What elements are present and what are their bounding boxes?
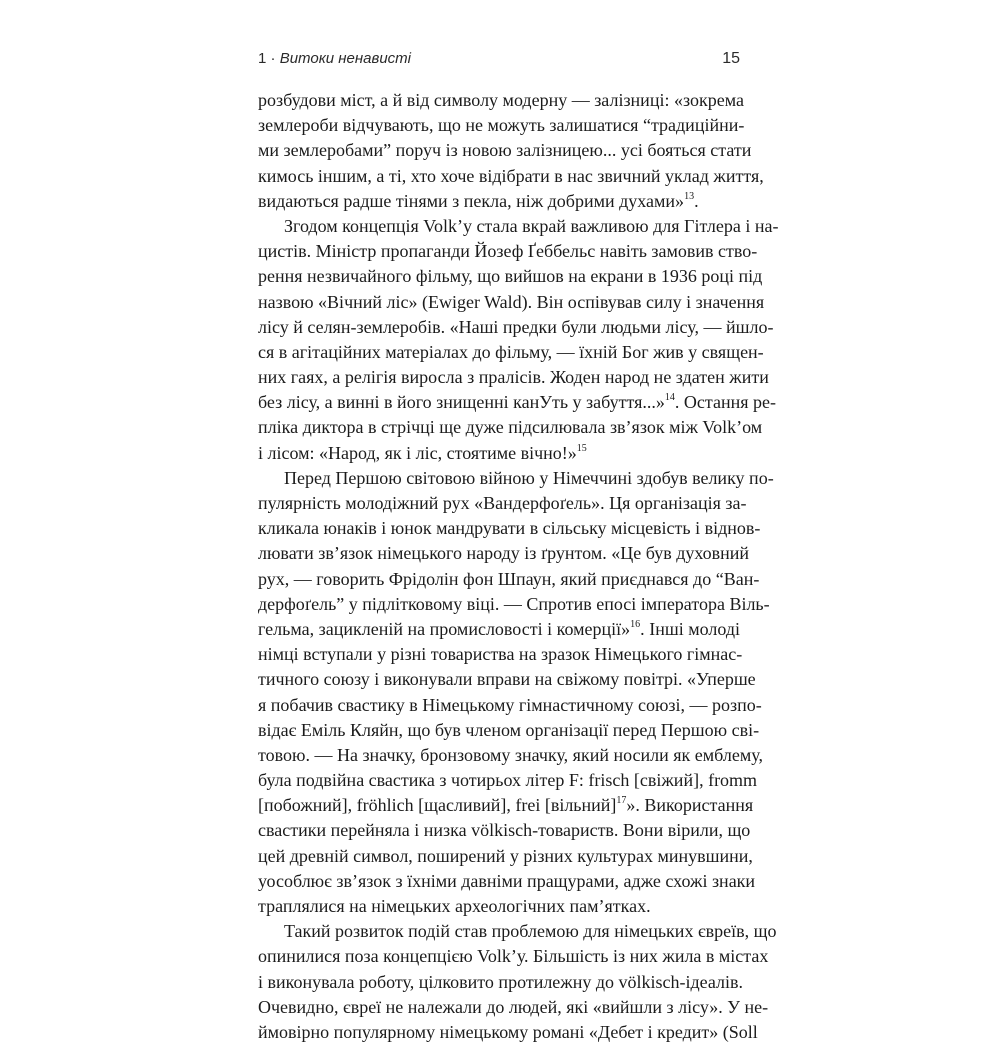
- chapter-number: 1: [258, 50, 267, 67]
- text-line: розбудови міст, а й від символу модерну — залізниці: «зокрема: [258, 90, 744, 110]
- text-line: Перед Першою світовою війною у Німеччині здобув велику по-: [284, 467, 774, 488]
- text-line: товою. — На значку, бронзовому значку, який носили як емблему,: [258, 744, 763, 765]
- text-line: [побожний], fröhlich [щасливий], frei [вільний]$^{17}$». Використання: [258, 795, 754, 816]
- text-line: німці вступали у різні товариства на зразок Німецького гімнас-: [258, 644, 743, 665]
- text-line: я побачив свастику в Німецькому гімнастичному союзі, — розпо-: [258, 694, 762, 715]
- text-line: і лісом: «Народ, як і ліс, стоятиме вічно!»$^{15}$: [258, 442, 587, 463]
- text-line: видаються радше тінями з пекла, ніж добрими духами»$^{13}$.: [258, 190, 699, 211]
- text-line: траплялися на німецьких археологічних пам’ятках.: [258, 896, 651, 916]
- text-line: кликала юнаків і юнок мандрувати в сільську місцевість і віднов-: [258, 518, 761, 539]
- text-line: ся в агітаційних матеріалах до фільму, — їхній Бог жив у священ-: [258, 341, 764, 362]
- text-line: гельма, зацикленій на промисловості і комерції»$^{16}$. Інші молоді: [258, 618, 740, 639]
- text-line: землероби відчувають, що не можуть залишатися “традиційни-: [258, 115, 745, 136]
- text-line: ймовірно популярному німецькому романі «Дебет і кредит» (Soll: [258, 1021, 758, 1042]
- text-line: пліка диктора в стрічці ще дуже підсилювала зв’язок між Volk’ом: [258, 417, 763, 438]
- footnote-ref: 14: [664, 392, 675, 404]
- text-line: лювати зв’язок німецького народу із ґрунтом. «Це був духовний: [258, 543, 750, 564]
- footnote-ref: 16: [630, 618, 641, 630]
- footnote-ref: 13: [684, 190, 695, 202]
- text-line: них гаях, а релігія виросла з пралісів. Жоден народ не здатен жити: [258, 367, 769, 388]
- running-head: [258, 50, 740, 74]
- text-line: Очевидно, євреї не належали до людей, які «вийшли з лісу». У не-: [258, 996, 769, 1017]
- text-line: лісу й селян-землеробів. «Наші предки були людьми лісу, — йшло-: [258, 316, 774, 337]
- text-line: кимось іншим, а ті, хто хоче відібрати в нас звичний уклад життя,: [258, 165, 764, 186]
- footnote-ref: 15: [576, 442, 587, 454]
- text-line: опинилися поза концепцією Volk’у. Більшість із них жила в містах: [258, 946, 769, 967]
- text-line: назвою «Вічний ліс» (Ewiger Wald). Він оспівував силу і значення: [258, 291, 765, 312]
- text-line: Згодом концепція Volk’у стала вкрай важливою для Гітлера і на-: [284, 215, 779, 236]
- text-line: свастики перейняла і низка völkisch-товариств. Вони вірили, що: [258, 820, 751, 841]
- footnote-ref: 17: [616, 795, 627, 807]
- text-line: рення незвичайного фільму, що вийшов на екрани в 1936 році під: [258, 266, 763, 287]
- text-line: і виконувала роботу, цілковито протилежну до völkisch-ідеалів.: [258, 971, 744, 992]
- text-line: цистів. Міністр пропаганди Йозеф Ґеббельс навіть замовив ство-: [258, 241, 758, 262]
- text-line: була подвійна свастика з чотирьох літер F: frisch [свіжий], fromm: [258, 770, 758, 791]
- text-line: тичного союзу і виконували вправи на свіжому повітрі. «Уперше: [258, 669, 756, 690]
- running-head-separator: ·: [270, 50, 276, 67]
- body-text: [258, 88, 779, 1045]
- text-line: ми землеробами” поруч із новою залізницею... усі бояться стати: [258, 140, 752, 161]
- text-line: Такий розвиток подій став проблемою для німецьких євреїв, що: [284, 921, 777, 942]
- page-number: 15: [722, 50, 740, 67]
- text-line: рух, — говорить Фрідолін фон Шпаун, який приєднався до “Ван-: [258, 568, 760, 589]
- text-line: уособлює зв’язок з їхніми давніми пращурами, адже схожі знаки: [258, 870, 756, 891]
- running-head-chapter: [258, 50, 411, 67]
- text-line: відає Еміль Кляйн, що був членом організації перед Першою сві-: [258, 719, 760, 740]
- text-line: пулярність молодіжний рух «Вандерфоґель». Ця організація за-: [258, 493, 747, 513]
- chapter-title: Витоки ненависті: [279, 50, 411, 67]
- text-line: цей древній символ, поширений у різних культурах минувшини,: [258, 845, 753, 866]
- text-line: без лісу, а винні в його знищенні канУть у забуття...»$^{14}$. Остання ре-: [258, 392, 776, 413]
- text-line: дерфоґель” у підлітковому віці. — Спротив епосі імператора Віль-: [258, 593, 770, 614]
